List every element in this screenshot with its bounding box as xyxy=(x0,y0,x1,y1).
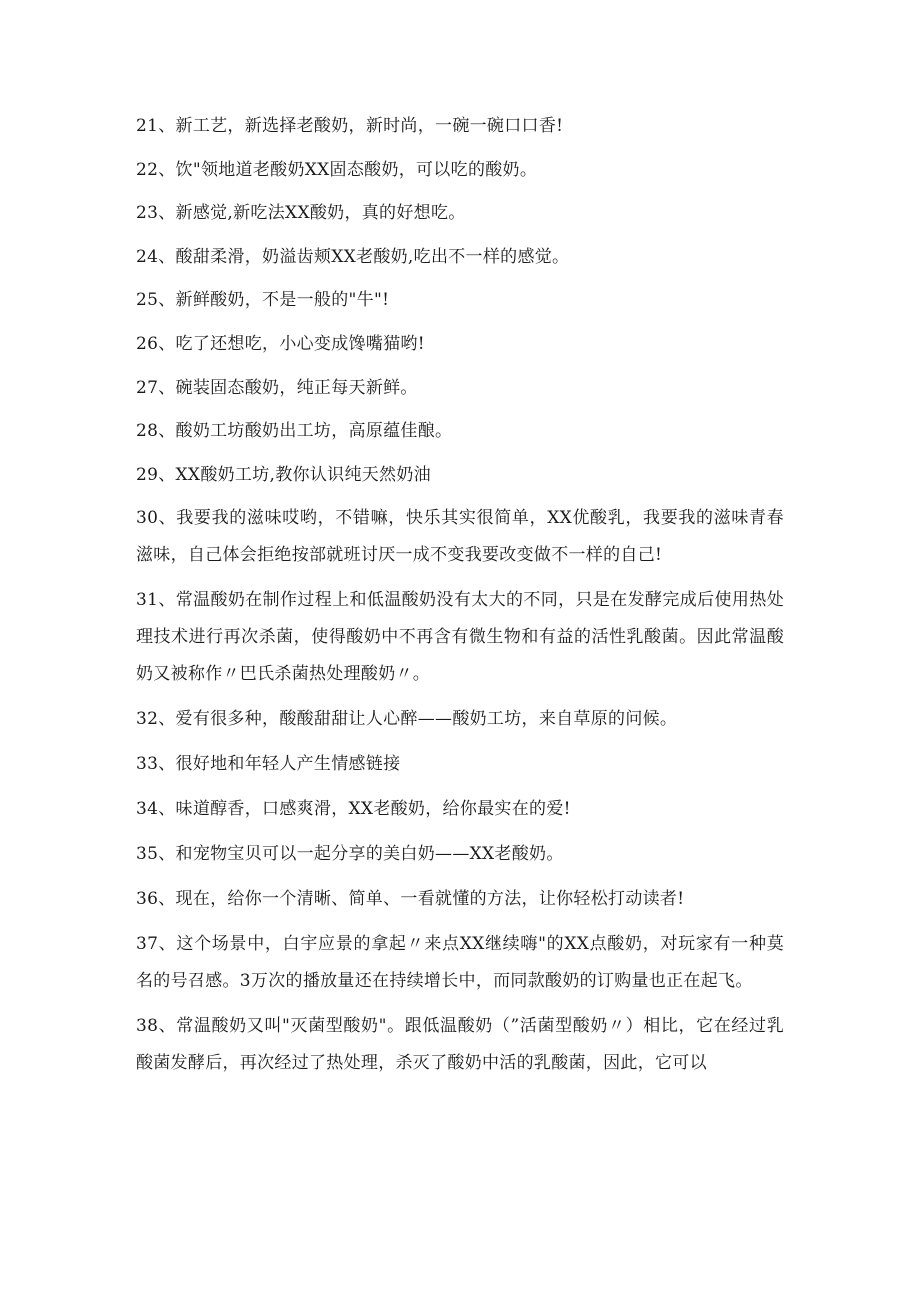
list-item: 21、新工艺，新选择老酸奶，新时尚，一碗一碗口口香! xyxy=(136,116,564,136)
list-item: 26、吃了还想吃，小心变成馋嘴猫哟! xyxy=(136,333,425,354)
list-item: 31、常温酸奶在制作过程上和低温酸奶没有太大的不同，只是在发酵完成后使用热处理技术进行再次杀菌，使得酸奶中不再含有微生物和有益的活性乳酸菌。因此常温酸奶又被称作〃巴氏杀菌热处理酸奶〃。 xyxy=(136,590,784,685)
list-item: 38、常温酸奶又叫"灭菌型酸奶"。跟低温酸奶（”活菌型酸奶〃）相比，它在经过乳酸菌发酵后，再次经过了热处理，杀灭了酸奶中活的乳酸菌，因此，它可以 xyxy=(136,1016,784,1074)
list-item: 36、现在，给你一个清晰、简单、一看就懂的方法，让你轻松打动读者! xyxy=(136,889,685,910)
list-item: 27、碗装固态酸奶，纯正每天新鲜。 xyxy=(136,377,418,398)
list-item: 24、酸甜柔滑，奶溢齿颊XX老酸奶,吃出不一样的感觉。 xyxy=(136,246,570,267)
list-item: 23、新感觉,新吃法XX酸奶，真的好想吃。 xyxy=(136,203,466,224)
list-item: 29、XX酸奶工坊,教你认识纯天然奶油 xyxy=(136,464,431,485)
list-item: 37、这个场景中，白宇应景的拿起〃来点XX继续嗨"的XX点酸奶，对玩家有一种莫名的号召感。3万次的播放量还在持续增长中，而同款酸奶的订购量也正在起飞。 xyxy=(136,934,784,992)
list-item: 33、很好地和年轻人产生情感链接 xyxy=(136,754,401,775)
list-item: 28、酸奶工坊酸奶出工坊，高原蕴佳酿。 xyxy=(136,421,453,442)
list-item: 35、和宠物宝贝可以一起分享的美白奶——XX老酸奶。 xyxy=(136,844,564,865)
list-item: 30、我要我的滋味哎哟，不错嘛，快乐其实很简单，XX优酸乳，我要我的滋味青春滋味，自己体会拒绝按部就班讨厌一成不变我要改变做不一样的自己! xyxy=(136,508,784,566)
list-item: 22、饮"领地道老酸奶XX固态酸奶，可以吃的酸奶。 xyxy=(136,159,538,180)
slogan-list xyxy=(136,108,784,1090)
list-item: 32、爱有很多种，酸酸甜甜让人心醉——酸奶工坊，来自草原的问候。 xyxy=(136,709,678,730)
list-item: 25、新鲜酸奶，不是一般的"牛"! xyxy=(136,290,390,311)
list-item: 34、味道醇香，口感爽滑，XX老酸奶，给你最实在的爱! xyxy=(136,799,571,820)
